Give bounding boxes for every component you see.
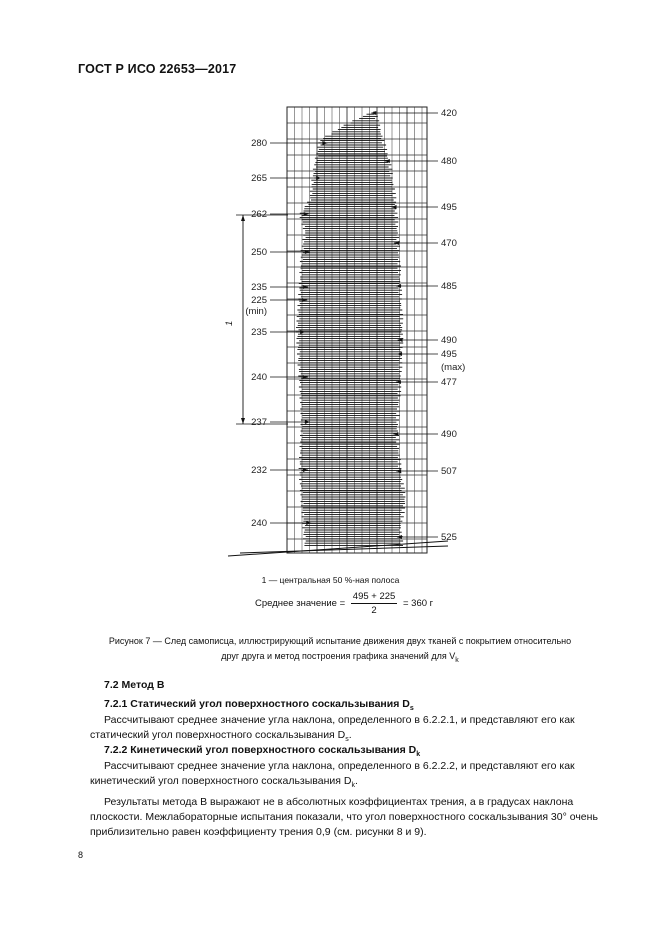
- right-reading-label: 490: [441, 335, 457, 346]
- mean-formula: [255, 591, 433, 616]
- results-line-1: Результаты метода В выражают не в абсолютных коэффициентах трения, а в градусах наклона: [104, 796, 574, 808]
- right-reading-label: 485: [441, 281, 457, 292]
- right-reading-label: 495: [441, 349, 457, 360]
- left-reading-label: 225: [251, 295, 267, 306]
- subsection-7-2-2-title: 7.2.2 Кинетический угол поверхностного соскальзывания $D_k$: [104, 744, 421, 759]
- right-reading-label: 495: [441, 202, 457, 213]
- section-title: 7.2 Метод В: [104, 679, 165, 691]
- results-line-3: приблизительно равен коэффициенту трения 0,9 (см. рисунки 8 и 9).: [90, 826, 427, 838]
- page-number: 8: [78, 850, 84, 860]
- left-reading-label: 250: [251, 247, 267, 258]
- left-reading-label: 240: [251, 372, 267, 383]
- figure-caption: [90, 634, 590, 668]
- diagonal-line: [240, 546, 448, 553]
- subsection-7-2-1-line-2: статический угол поверхностного соскальзывания $D_s$.: [90, 729, 352, 744]
- left-reading-arrow: [322, 141, 327, 145]
- formula-denominator: 2: [371, 605, 377, 616]
- formula-prefix: Среднее значение =: [255, 598, 346, 610]
- right-reading-label: 420: [441, 108, 457, 119]
- formula-result: = 360 г: [402, 598, 434, 610]
- right-reading-arrow: [396, 284, 401, 288]
- formula-fraction: [351, 591, 398, 616]
- subsection-7-2-1-title: 7.2.1 Статический угол поверхностного соскальзывания $D_s$: [104, 698, 414, 713]
- subsection-7-2-2-line-1: Рассчитывают среднее значение угла наклона, определенного в 6.2.2.2, и представляют его как: [104, 760, 575, 772]
- left-reading-arrow: [316, 176, 321, 180]
- left-reading-label: 237: [251, 417, 267, 428]
- left-reading-label: 235: [251, 282, 267, 293]
- right-reading-label: 470: [441, 238, 457, 249]
- left-reading-label: 280: [251, 138, 267, 149]
- left-reading-label: (min): [245, 306, 267, 317]
- left-reading-label: 235: [251, 327, 267, 338]
- caption-line-1: Рисунок 7 — След самописца, иллюстрирующий испытание движения двух тканей с покрытием относительно: [108, 636, 572, 646]
- band-arrow-top: [241, 215, 245, 221]
- document-header: ГОСТ Р ИСО 22653—2017: [78, 62, 237, 76]
- figure-legend: 1 — центральная 50 %-ная полоса: [261, 575, 400, 585]
- caption-line-2: друг друга и метод построения графика значений для $V_k$: [221, 651, 459, 664]
- left-reading-label: 265: [251, 173, 267, 184]
- results-line-2: плоскости. Межлабораторные испытания показали, что угол поверхностного соскальзывания 30° очень: [90, 811, 598, 823]
- left-reading-label: 262: [251, 209, 267, 220]
- left-reading-label: 240: [251, 518, 267, 529]
- right-reading-label: (max): [441, 362, 466, 373]
- right-reading-label: 490: [441, 429, 457, 440]
- subsection-7-2-1-line-1: Рассчитывают среднее значение угла наклона, определенного в 6.2.2.1, и представляют его как: [104, 714, 575, 726]
- left-reading-arrow: [305, 420, 310, 424]
- right-reading-label: 477: [441, 377, 457, 388]
- band-label: 1: [224, 320, 235, 326]
- left-reading-arrow: [300, 330, 305, 334]
- right-reading-label: 525: [441, 532, 457, 543]
- band-arrow-bottom: [241, 418, 245, 424]
- left-reading-label: 232: [251, 465, 267, 476]
- recorder-trace: [296, 112, 406, 545]
- subsection-7-2-2-line-2: кинетический угол поверхностного соскальзывания $D_k$.: [90, 775, 358, 790]
- formula-numerator: 495 + 225: [352, 591, 396, 602]
- right-reading-label: 507: [441, 466, 457, 477]
- right-reading-label: 480: [441, 156, 457, 167]
